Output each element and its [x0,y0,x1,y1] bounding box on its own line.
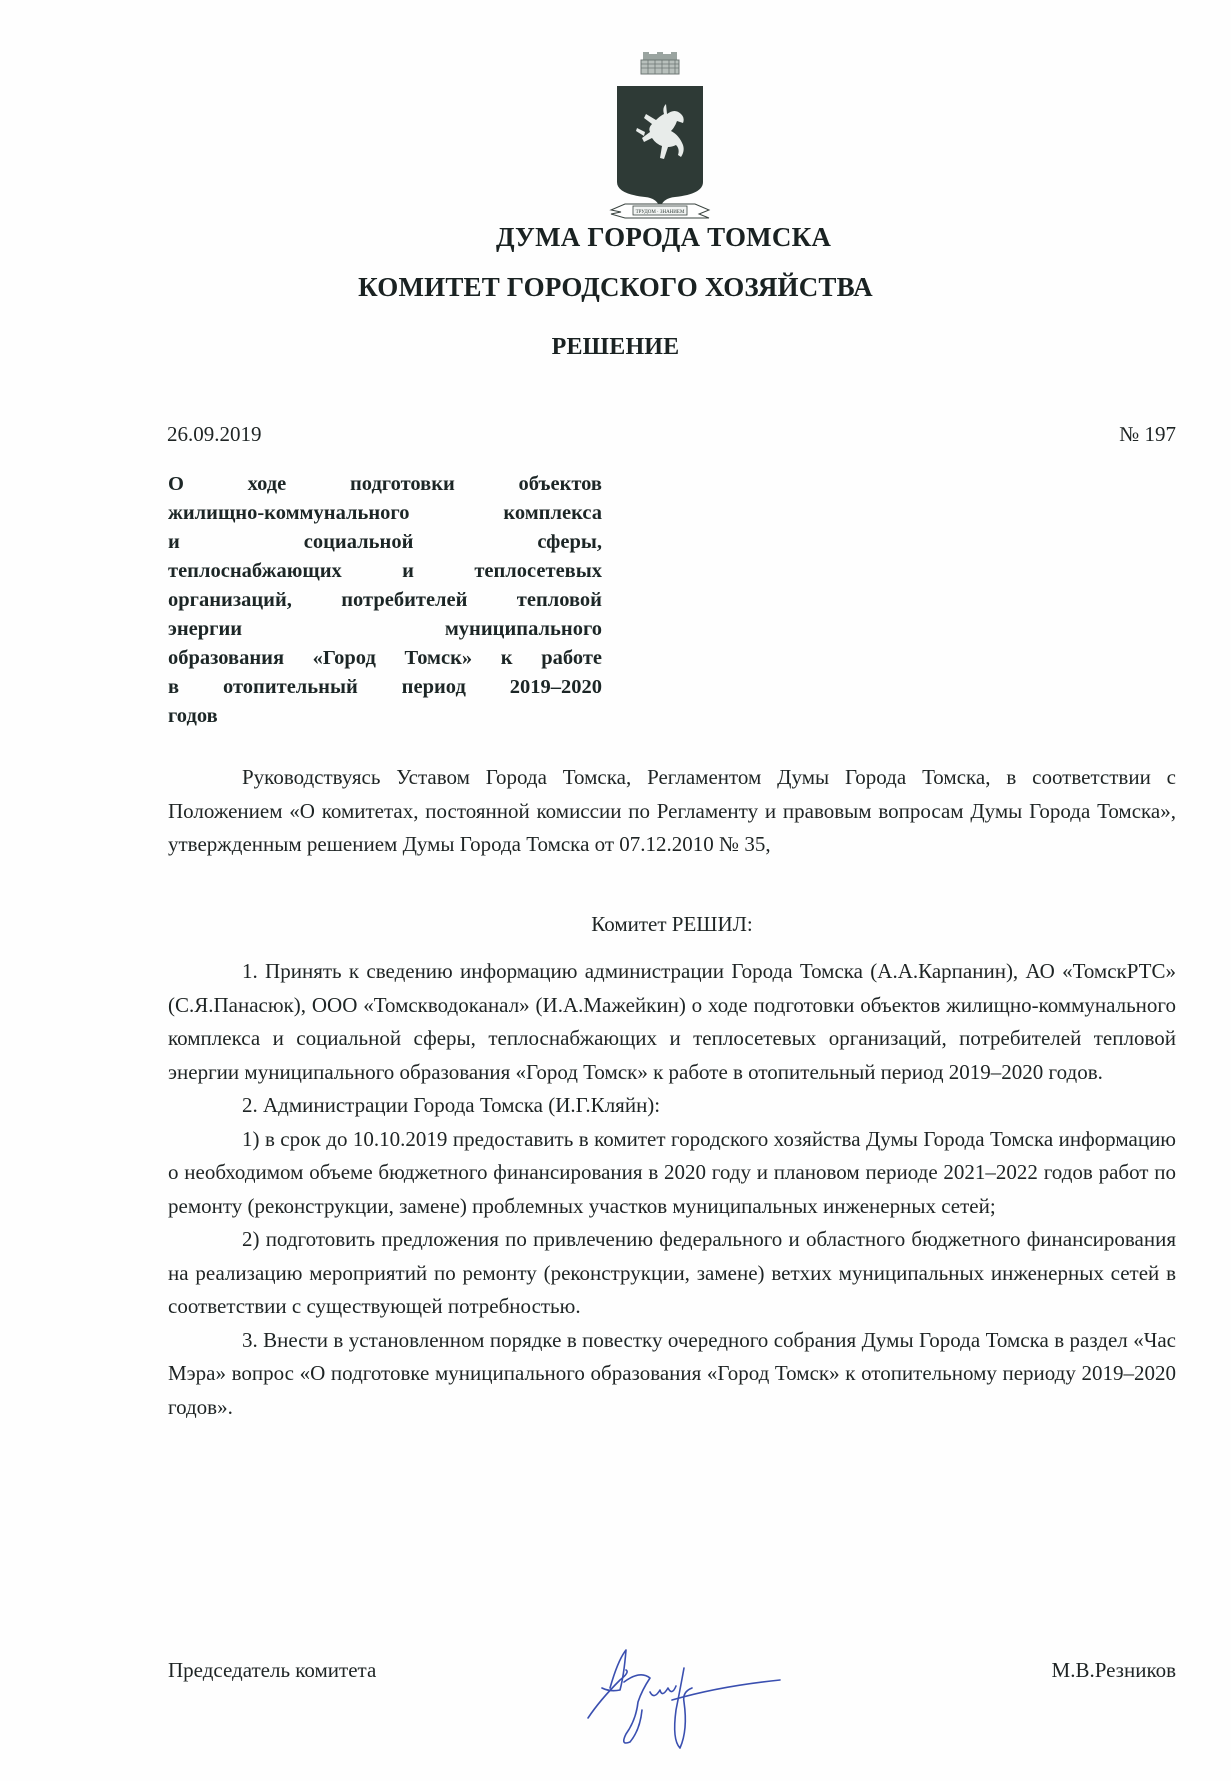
resolution-items [168,955,1176,1424]
resolution-item-3: 3. Внести в установленном порядке в повестку очередного собрания Думы Города Томска в раздел «Час Мэра» вопрос «О подготовке муниципального образования «Город Томск» к отопительному периоду 2019–2020 годов». [168,1327,1176,1419]
subject-line: и социальной сферы, [168,531,602,553]
document-number: № 197 [1119,422,1176,446]
organization-title: ДУМА ГОРОДА ТОМСКА [495,222,832,252]
decided-heading: Комитет РЕШИЛ: [591,912,753,936]
subject-line: организаций, потребителей тепловой [168,589,602,611]
document-date: 26.09.2019 [167,422,262,446]
document-subject [168,470,602,731]
crown-icon [641,52,679,74]
subject-line: жилищно-коммунального комплекса [168,502,602,524]
resolution-item-2: 2. Администрации Города Томска (И.Г.Кляйн): [242,1093,661,1117]
motto-ribbon-icon [611,204,709,218]
preamble-section [168,761,1176,862]
committee-title: КОМИТЕТ ГОРОДСКОГО ХОЗЯЙСТВА [358,272,873,302]
preamble-paragraph: Руководствуясь Уставом Города Томска, Регламентом Думы Города Томска, в соответствии с Положением «О комитетах, постоянной комиссии по Регламенту и правовым вопросам Думы Города Томска», утвержденным решением Думы Города Томска от 07.12.2010 № 35, [168,765,1176,856]
tomsk-coat-of-arms-icon [605,52,715,222]
document-type-title: РЕШЕНИЕ [551,334,680,360]
subject-line: теплоснабжающих и теплосетевых [168,560,602,582]
subject-line: образования «Город Томск» к работе [168,647,602,669]
resolution-item-1: 1. Принять к сведению информацию администрации Города Томска (А.А.Карпанин), АО «ТомскРТС» (С.Я.Панасюк), ООО «Томскводоканал» (И.А.Мажейкин) о ходе подготовки объектов жилищно-коммунального комплекса и социальной сферы, теплоснабжающих и теплосетевых организаций, потребителей тепловой энергии муниципального образования «Город Томск» к работе в отопительный период 2019–2020 годов. [168,959,1176,1084]
subject-line: в отопительный период 2019–2020 [168,676,602,698]
svg-text:ТРУДОМ · ЗНАНИЕМ: ТРУДОМ · ЗНАНИЕМ [635,210,685,215]
resolution-subitem-2-1: 1) в срок до 10.10.2019 предоставить в комитет городского хозяйства Думы Города Томска информацию о необходимом объеме бюджетного финансирования в 2020 году и плановом периоде 2021–2022 годов работ по ремонту (реконструкции, замене) проблемных участков муниципальных инженерных сетей; [168,1126,1176,1218]
subject-line: энергии муниципального [168,618,602,640]
subject-line: годов [168,705,218,727]
subject-line: О ходе подготовки объектов [168,473,602,495]
decided-section [168,908,1176,942]
handwritten-signature-icon [580,1630,810,1760]
signatory-name: М.В.Резников [1051,1658,1176,1682]
signatory-position: Председатель комитета [168,1658,377,1682]
resolution-subitem-2-2: 2) подготовить предложения по привлечению федерального и областного бюджетного финансирования на реализацию мероприятий по ремонту (реконструкции, замене) ветхих муниципальных инженерных сетей в соответствии с существующей потребностью. [168,1227,1176,1318]
